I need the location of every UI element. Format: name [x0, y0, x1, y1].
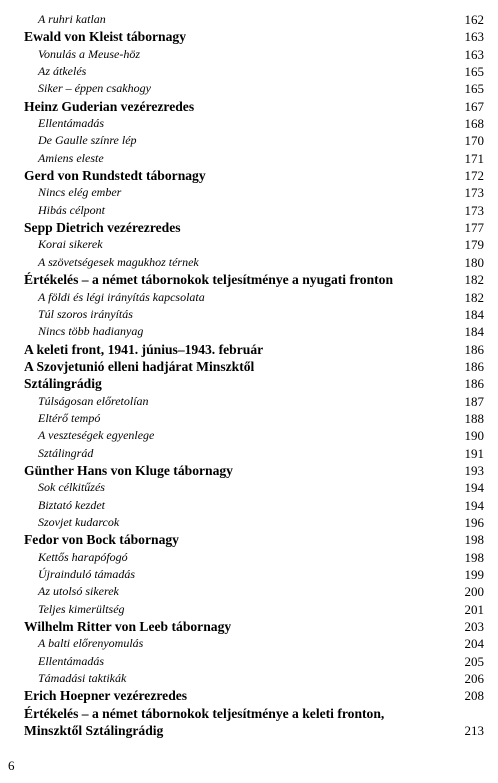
toc-entry-title: Korai sikerek	[38, 237, 103, 252]
toc-entry-title: Wilhelm Ritter von Leeb tábornagy	[24, 619, 232, 635]
toc-chapter-entry	[0, 375, 498, 392]
toc-chapter-entry	[0, 219, 498, 236]
toc-entry-page: 165	[464, 81, 484, 97]
toc-section-entry	[0, 514, 498, 531]
toc-entry-page: 203	[464, 619, 484, 635]
toc-entry-title: A ruhri katlan	[38, 12, 106, 26]
toc-section-entry	[0, 184, 498, 201]
toc-entry-page: 184	[464, 324, 484, 340]
toc-entry-page: 206	[464, 671, 484, 687]
toc-section-entry	[0, 11, 498, 28]
toc-entry-page: 167	[464, 98, 484, 114]
toc-entry-page: 205	[464, 653, 484, 669]
toc-entry-title: Nincs több hadianyag	[38, 324, 144, 339]
toc-entry-title: Hibás célpont	[38, 202, 105, 217]
toc-entry-page: 173	[464, 185, 484, 201]
toc-entry-title: Vonulás a Meuse-höz	[38, 46, 140, 61]
toc-entry-title: Támadási taktikák	[38, 671, 127, 686]
toc-entry-page: 200	[464, 584, 484, 600]
toc-entry-page: 177	[464, 220, 484, 236]
toc-chapter-entry	[0, 531, 498, 548]
toc-entry-page: 182	[464, 272, 484, 288]
toc-entry-title: De Gaulle színre lép	[38, 133, 137, 148]
toc-chapter-entry	[0, 358, 498, 375]
toc-entry-page: 193	[464, 462, 484, 478]
toc-section-entry	[0, 236, 498, 253]
toc-entry-page: 186	[464, 376, 484, 392]
toc-entry-page: 186	[464, 341, 484, 357]
toc-entry-title: Ellentámadás	[38, 116, 104, 131]
toc-entry-title: Az utolsó sikerek	[38, 584, 119, 599]
toc-section-entry	[0, 323, 498, 340]
toc-section-entry	[0, 497, 498, 514]
toc-section-entry	[0, 410, 498, 427]
toc-chapter-entry	[0, 167, 498, 184]
toc-section-entry	[0, 63, 498, 80]
toc-entry-title: A földi és légi irányítás kapcsolata	[38, 289, 205, 304]
toc-section-entry	[0, 549, 498, 566]
toc-entry-page: 190	[464, 428, 484, 444]
toc-entry-page: 213	[464, 723, 484, 739]
toc-entry-title: A Szovjetunió elleni hadjárat Minszktől	[24, 358, 255, 374]
toc-section-entry	[0, 150, 498, 167]
toc-entry-title: Gerd von Rundstedt tábornagy	[24, 168, 206, 184]
toc-entry-page: 194	[464, 480, 484, 496]
toc-section-entry	[0, 653, 498, 670]
toc-entry-page: 198	[464, 549, 484, 565]
toc-section-entry	[0, 132, 498, 149]
toc-section-entry	[0, 46, 498, 63]
toc-entry-page: 184	[464, 306, 484, 322]
toc-entry-title: Heinz Guderian vezérezredes	[24, 98, 195, 114]
toc-chapter-entry	[0, 341, 498, 358]
toc-entry-title: Biztató kezdet	[38, 497, 105, 512]
toc-entry-title: Sztálingrádig	[24, 376, 102, 392]
toc-entry-page: 163	[464, 46, 484, 62]
table-of-contents	[0, 11, 498, 739]
toc-entry-page: 208	[464, 688, 484, 704]
toc-entry-page: 170	[464, 133, 484, 149]
toc-entry-page: 187	[464, 393, 484, 409]
toc-entry-title: Sztálingrád	[38, 445, 94, 460]
toc-section-entry	[0, 202, 498, 219]
toc-entry-title: Minszktől Sztálingrádig	[24, 723, 164, 739]
toc-chapter-entry	[0, 462, 498, 479]
toc-entry-page: 194	[464, 497, 484, 513]
toc-entry-title: Ellentámadás	[38, 653, 104, 668]
toc-entry-page: 182	[464, 289, 484, 305]
toc-section-entry	[0, 254, 498, 271]
toc-entry-page: 172	[464, 168, 484, 184]
toc-entry-page: 199	[464, 567, 484, 582]
toc-entry-title: Erich Hoepner vezérezredes	[24, 688, 188, 704]
toc-entry-page: 186	[464, 358, 484, 374]
toc-entry-title: A szövetségesek magukhoz térnek	[38, 254, 199, 269]
toc-section-entry	[0, 566, 498, 583]
toc-entry-page: 201	[464, 601, 484, 617]
toc-entry-title: Az átkelés	[38, 64, 87, 79]
toc-entry-page: 204	[464, 636, 484, 652]
toc-entry-page: 196	[464, 514, 484, 530]
toc-chapter-entry	[0, 618, 498, 635]
toc-section-entry	[0, 583, 498, 600]
toc-chapter-entry	[0, 687, 498, 704]
toc-entry-page: 179	[464, 237, 484, 253]
page-number: 6	[8, 758, 15, 773]
toc-entry-page: 188	[464, 410, 484, 426]
toc-section-entry	[0, 427, 498, 444]
toc-section-entry	[0, 306, 498, 323]
toc-entry-title: Ewald von Kleist tábornagy	[24, 29, 187, 45]
toc-entry-page: 173	[464, 202, 484, 218]
toc-entry-title: Szovjet kudarcok	[38, 514, 120, 529]
toc-entry-title: Túlságosan előretolían	[38, 393, 149, 408]
toc-section-entry	[0, 289, 498, 306]
toc-entry-page: 168	[464, 116, 484, 132]
toc-chapter-entry	[0, 271, 498, 288]
toc-section-entry	[0, 445, 498, 462]
toc-entry-title: Fedor von Bock tábornagy	[24, 532, 179, 548]
toc-entry-title: Günther Hans von Kluge tábornagy	[24, 462, 233, 478]
toc-entry-title: Túl szoros irányítás	[38, 306, 133, 321]
toc-entry-title: A keleti front, 1941. június–1943. február	[24, 341, 264, 357]
toc-entry-page: 191	[464, 445, 484, 461]
toc-section-entry	[0, 115, 498, 132]
toc-entry-title: Eltérő tempó	[38, 410, 101, 425]
toc-chapter-entry	[0, 98, 498, 115]
toc-entry-title: A veszteségek egyenlege	[38, 428, 155, 443]
toc-entry-page: 180	[464, 254, 484, 270]
toc-section-entry	[0, 635, 498, 652]
toc-entry-title: Kettős harapófogó	[38, 549, 128, 564]
toc-entry-title: Értékelés – a német tábornokok teljesítménye a nyugati fronton	[24, 272, 394, 288]
toc-entry-title: Újrainduló támadás	[38, 567, 136, 581]
toc-entry-title: Sok célkitűzés	[38, 480, 105, 495]
toc-entry-page: 163	[464, 29, 484, 45]
toc-entry-page: 198	[464, 532, 484, 548]
toc-entry-page: 165	[464, 64, 484, 80]
toc-entry-page: 162	[464, 12, 484, 27]
toc-entry-title: Siker – éppen csakhogy	[38, 81, 151, 96]
toc-entry-title: Értékelés – a német tábornokok teljesítménye a keleti fronton,	[24, 705, 385, 721]
toc-chapter-entry	[0, 705, 498, 722]
toc-section-entry	[0, 479, 498, 496]
toc-chapter-entry	[0, 722, 498, 739]
toc-entry-title: Amiens eleste	[38, 150, 104, 165]
toc-entry-title: Nincs elég ember	[38, 185, 122, 200]
toc-section-entry	[0, 601, 498, 618]
toc-entry-title: Sepp Dietrich vezérezredes	[24, 220, 181, 236]
toc-chapter-entry	[0, 28, 498, 45]
toc-entry-page: 171	[464, 150, 484, 166]
toc-entry-title: Teljes kimerültség	[38, 601, 125, 616]
toc-section-entry	[0, 393, 498, 410]
toc-section-entry	[0, 670, 498, 687]
toc-entry-title: A balti előrenyomulás	[38, 636, 144, 651]
toc-section-entry	[0, 80, 498, 97]
